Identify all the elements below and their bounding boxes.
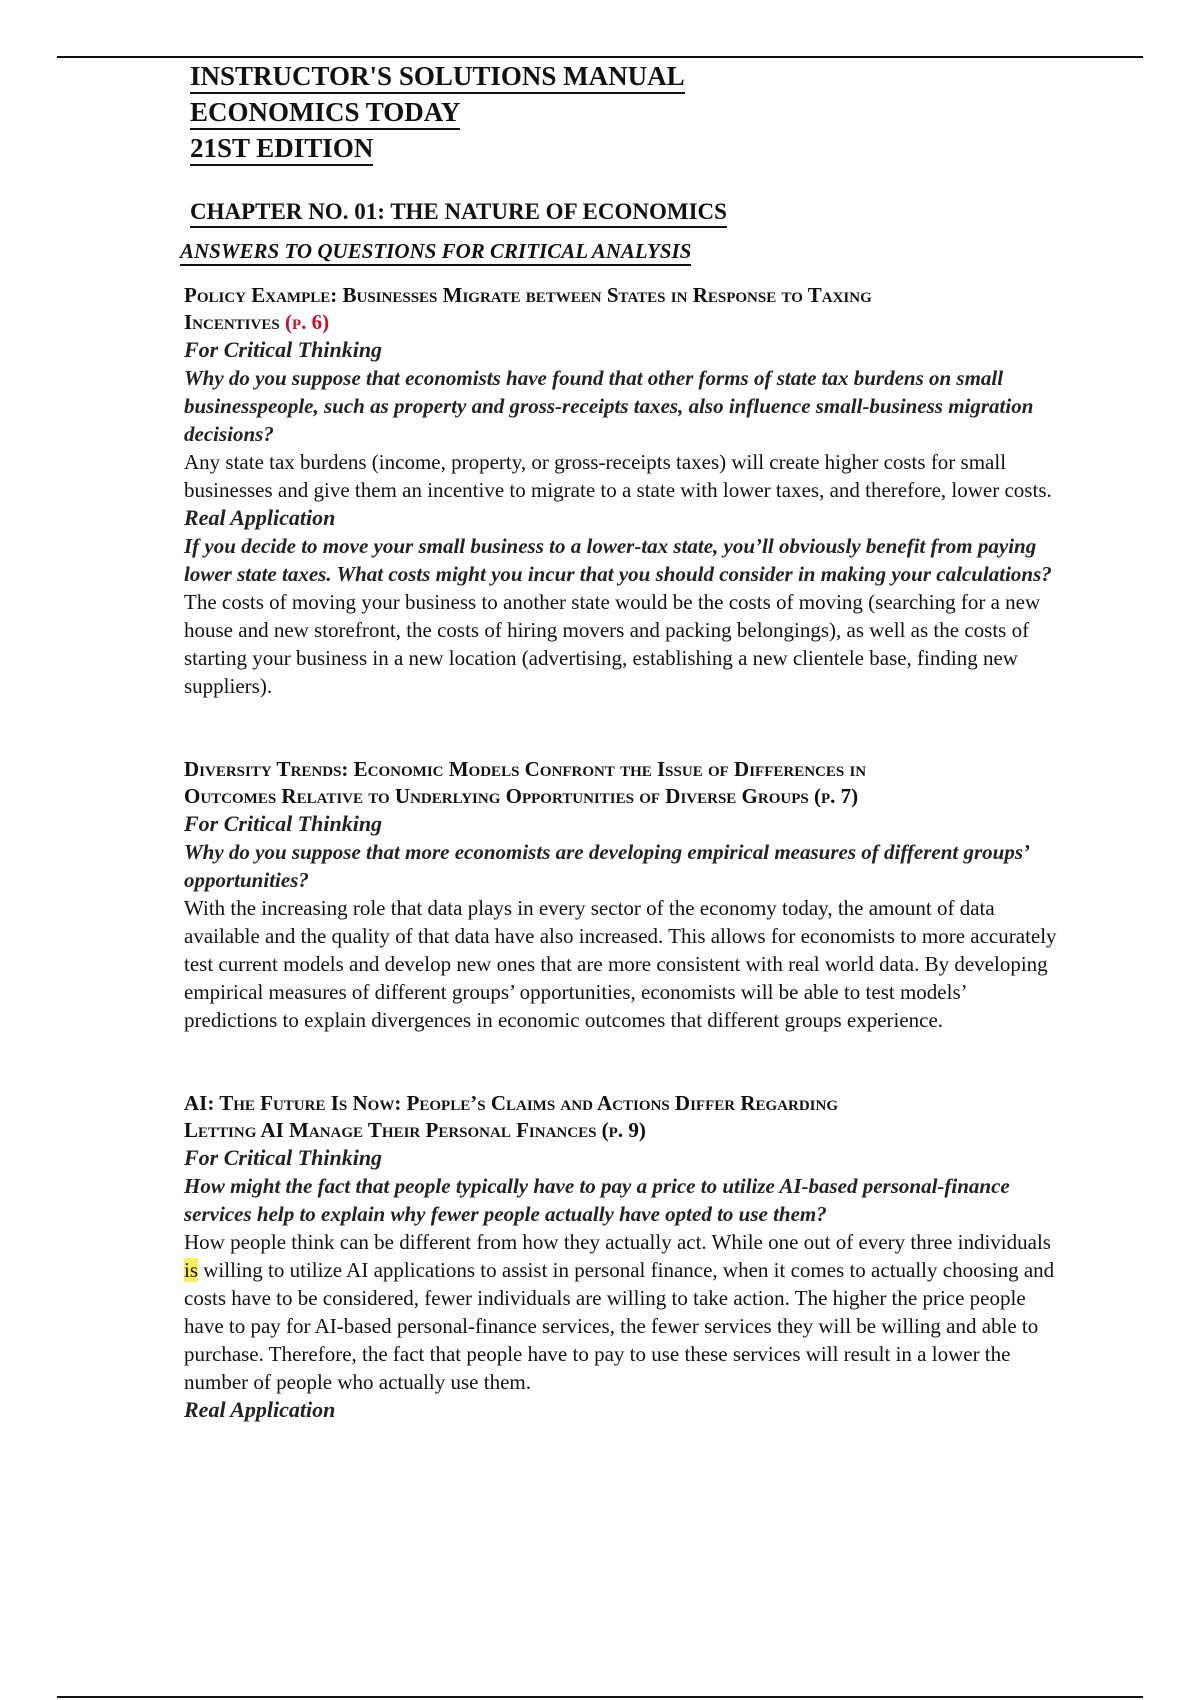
section-title: AI: The Future Is Now: People’s Claims and Actions Differ Regarding Letting AI Manage Their Personal Finances (p. 9) [184, 1091, 839, 1142]
answers-heading: ANSWERS TO QUESTIONS FOR CRITICAL ANALYSIS [180, 238, 691, 266]
page-reference: (p. 6) [284, 310, 330, 334]
section-diversity-trends [184, 756, 1064, 1034]
critical-thinking-label: For Critical Thinking [184, 1145, 383, 1170]
chapter-title: CHAPTER NO. 01: THE NATURE OF ECONOMICS [190, 198, 727, 228]
critical-thinking-label: For Critical Thinking [184, 337, 383, 362]
section-title: Policy Example: Businesses Migrate between States in Response to Taxing Incentives (p. 6) [184, 283, 872, 334]
book-title: ECONOMICS TODAY [190, 96, 460, 130]
edition-title: 21ST EDITION [190, 132, 373, 166]
real-application-question: If you decide to move your small business to a lower-tax state, you’ll obviously benefit from paying lower state taxes. What costs might you incur that you should consider in making your calculations? [184, 534, 1052, 586]
bottom-rule [57, 1696, 1143, 1698]
document-header [180, 60, 1064, 266]
section-title: Diversity Trends: Economic Models Confront the Issue of Differences in Outcomes Relative to Underlying Opportunities of Diverse Groups (p. 7) [184, 757, 867, 808]
section-policy-example [184, 282, 1064, 700]
critical-thinking-question: Why do you suppose that more economists are developing empirical measures of different groups’ opportunities? [184, 840, 1029, 892]
top-rule [57, 56, 1143, 58]
document-page [180, 60, 1064, 1424]
critical-thinking-question: Why do you suppose that economists have found that other forms of state tax burdens on small businesspeople, such as property and gross-receipts taxes, also influence small-business migration decisions? [184, 366, 1034, 446]
critical-thinking-answer: How people think can be different from how they actually act. While one out of every three individuals is willing to utilize AI applications to assist in personal finance, when it comes to actually choosing and costs have to be considered, fewer individuals are willing to take action. The higher the price people have to pay for AI-based personal-finance services, the fewer services they will be willing and able to purchase. Therefore, the fact that people have to pay to use these services will result in a lower the number of people who actually use them. [184, 1230, 1055, 1394]
highlighted-word: is [184, 1258, 199, 1282]
critical-thinking-label: For Critical Thinking [184, 811, 383, 836]
critical-thinking-answer: With the increasing role that data plays in every sector of the economy today, the amount of data available and the quality of that data have also increased. This allows for economists to more accurately test current models and develop new ones that are more consistent with real world data. By developing empirical measures of different groups’ opportunities, economists will be able to test models’ predictions to explain divergences in economic outcomes that different groups experience. [184, 896, 1057, 1032]
real-application-label: Real Application [184, 505, 336, 530]
critical-thinking-question: How might the fact that people typically have to pay a price to utilize AI-based personal-finance services help to explain why fewer people actually have opted to use them? [184, 1174, 1010, 1226]
section-ai-future [184, 1090, 1064, 1424]
real-application-label: Real Application [184, 1397, 336, 1422]
manual-title: INSTRUCTOR'S SOLUTIONS MANUAL [190, 60, 685, 94]
real-application-answer: The costs of moving your business to another state would be the costs of moving (searching for a new house and new storefront, the costs of hiring movers and packing belongings), as well as the costs of starting your business in a new location (advertising, establishing a new clientele base, finding new suppliers). [184, 590, 1041, 698]
critical-thinking-answer: Any state tax burdens (income, property, or gross-receipts taxes) will create higher costs for small businesses and give them an incentive to migrate to a state with lower taxes, and therefore, lower costs. [184, 450, 1052, 502]
